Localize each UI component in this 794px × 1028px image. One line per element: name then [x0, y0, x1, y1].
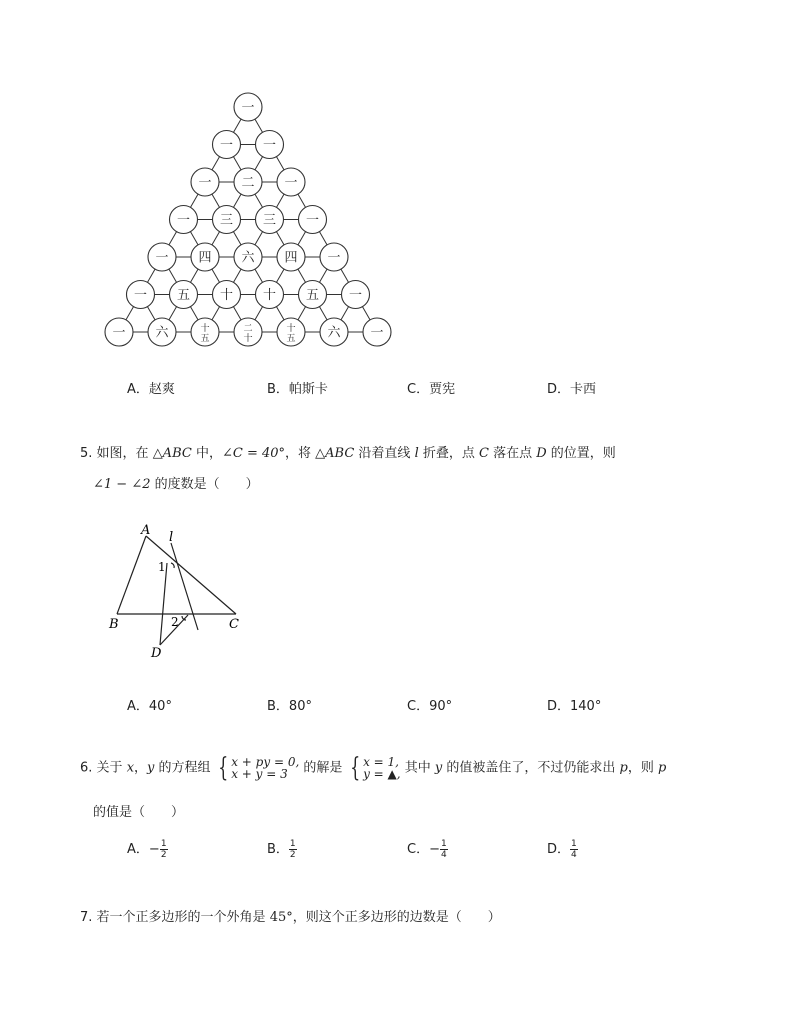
q4-option-a[interactable] — [127, 378, 175, 397]
triangle-node — [127, 281, 155, 309]
q6-option-d-fraction — [570, 839, 578, 860]
q6-line1 — [80, 753, 667, 783]
q6-number: 6. — [80, 760, 93, 776]
q5-math: △ABC — [152, 446, 192, 461]
node-label: 一 — [133, 288, 148, 303]
q4-option-d[interactable] — [547, 378, 596, 397]
triangle-node — [234, 243, 262, 271]
fraction-denominator: 2 — [289, 850, 296, 860]
q4-option-a-letter: A． — [127, 382, 149, 397]
q5-option-a-letter: A． — [127, 699, 149, 714]
label-a: A — [141, 523, 151, 538]
q7-text: 若一个正多边形的一个外角是 — [96, 910, 270, 925]
fraction-numerator: 1 — [440, 839, 447, 849]
node-label: 一 — [219, 138, 234, 153]
node-label: 十 — [262, 288, 277, 303]
node-label: 一 — [198, 175, 212, 191]
q5-option-d-text: 140° — [570, 699, 602, 714]
segment-ab — [117, 536, 146, 614]
q5-math: ∠C = 40° — [221, 446, 286, 461]
q6-sol1: x = 1, — [363, 755, 399, 769]
q5-text: 的度数是（ ） — [150, 477, 259, 492]
q5-option-c-letter: C． — [407, 699, 430, 714]
segment-ac — [146, 536, 236, 614]
node-label: 一 — [348, 288, 363, 303]
triangle-node — [191, 243, 219, 271]
node-label-top: 十 — [200, 324, 210, 334]
q4-option-a-text: 赵爽 — [148, 382, 175, 397]
node-label: 一 — [327, 250, 341, 266]
node-label: 一 — [155, 250, 169, 266]
q6-eq2: x + y = 3 — [231, 767, 288, 781]
node-label: 五 — [176, 288, 191, 303]
triangle-node — [320, 318, 348, 346]
node-label: 一 — [241, 100, 255, 116]
q5-option-a[interactable] — [127, 695, 172, 714]
q5-line2 — [93, 473, 259, 492]
triangle-node — [148, 318, 176, 346]
q6-text: 关于 — [96, 760, 127, 776]
q6-option-b[interactable] — [267, 838, 297, 860]
q4-option-b-text: 帕斯卡 — [288, 382, 328, 397]
triangle-node — [363, 318, 391, 346]
q6-option-c-sign: − — [429, 842, 440, 857]
q6-math: x — [126, 760, 135, 776]
triangle-node — [213, 281, 241, 309]
triangle-node — [342, 281, 370, 309]
fraction-denominator: 2 — [160, 850, 167, 860]
node-label-top: 十 — [286, 324, 296, 334]
triangle-node — [299, 281, 327, 309]
q6-text: 的方程组 — [154, 760, 215, 776]
node-label-bottom: 五 — [200, 334, 210, 344]
left-brace-icon: { — [217, 753, 228, 783]
triangle-node — [170, 281, 198, 309]
fraction-numerator: 1 — [571, 839, 577, 849]
q6-option-c-letter: C． — [407, 842, 430, 857]
node-label: 十 — [219, 288, 234, 303]
q4-option-c-text: 贾宪 — [429, 382, 456, 397]
triangle-node — [213, 131, 241, 159]
q5-math: C — [479, 446, 489, 461]
q6-math: y — [434, 760, 443, 776]
triangle-node — [148, 243, 176, 271]
q4-option-d-letter: D． — [547, 382, 571, 397]
triangle-node — [170, 206, 198, 234]
q5-line1 — [80, 442, 616, 461]
q5-fold-figure — [100, 515, 260, 665]
label-b: B — [109, 617, 119, 632]
q5-math: △ABC — [315, 446, 355, 461]
q5-option-c[interactable] — [407, 695, 452, 714]
triangle-node — [277, 168, 305, 196]
q6-option-c-fraction — [440, 839, 448, 860]
q5-text: ，将 — [285, 446, 316, 461]
q5-text: 沿着直线 — [354, 446, 415, 461]
q6-line2 — [93, 801, 184, 820]
q5-option-d[interactable] — [547, 695, 601, 714]
q6-option-b-letter: B． — [267, 842, 289, 857]
node-label: 四 — [198, 250, 212, 266]
q6-option-b-fraction — [289, 839, 297, 860]
triangle-node — [256, 281, 284, 309]
q7-text: ，则这个正多边形的边数是（ ） — [292, 910, 501, 925]
q5-text: 中， — [191, 446, 222, 461]
q5-option-c-text: 90° — [429, 699, 453, 714]
pascal-triangle-figure — [95, 85, 405, 355]
fraction-numerator: 1 — [289, 839, 296, 849]
label-d: D — [151, 646, 162, 661]
q4-option-d-text: 卡西 — [570, 382, 597, 397]
q6-solution-system — [363, 756, 401, 780]
q5-math: D — [536, 446, 547, 461]
triangle-node — [105, 318, 133, 346]
q5-text: 的位置，则 — [546, 446, 616, 461]
label-l: l — [169, 530, 174, 545]
node-label: 一 — [112, 325, 126, 341]
fraction-denominator: 4 — [440, 850, 447, 860]
q5-option-a-text: 40° — [148, 699, 172, 714]
triangle-node — [234, 168, 262, 196]
q5-text: 如图，在 — [96, 446, 153, 461]
q5-option-b[interactable] — [267, 695, 312, 714]
node-label: 三 — [219, 213, 234, 228]
q6-option-a-fraction — [160, 839, 168, 860]
left-brace-icon: { — [349, 753, 360, 783]
triangle-node — [299, 206, 327, 234]
q6-option-a[interactable] — [127, 838, 168, 860]
q7-line1 — [80, 906, 501, 925]
q5-text: 折叠，点 — [418, 446, 479, 461]
q6-option-d-letter: D． — [547, 842, 571, 857]
q6-text: 的解是 — [299, 760, 347, 776]
q6-math: y — [147, 760, 155, 776]
q5-option-d-letter: D． — [547, 699, 571, 714]
angle-1-arc — [171, 563, 174, 568]
q6-sol2: y = ▲, — [363, 767, 401, 781]
q4-option-b-letter: B． — [267, 382, 289, 397]
node-label: 一 — [370, 325, 384, 341]
q6-option-d[interactable] — [547, 838, 578, 860]
q7-number: 7. — [80, 910, 93, 925]
triangle-node — [213, 206, 241, 234]
q6-text: 的值是（ ） — [93, 805, 185, 820]
triangle-node — [320, 243, 348, 271]
q5-text: 落在点 — [488, 446, 537, 461]
triangle-node — [191, 318, 219, 346]
node-label: 一 — [176, 213, 191, 228]
fraction-numerator: 1 — [160, 839, 167, 849]
triangle-node — [256, 206, 284, 234]
q4-option-c[interactable] — [407, 378, 455, 397]
q6-text: 的值被盖住了，不过仍能求出 — [442, 760, 620, 776]
q6-option-a-sign: − — [148, 842, 160, 857]
q6-text: ，则 — [627, 760, 658, 776]
triangle-node — [277, 318, 305, 346]
q4-option-c-letter: C． — [407, 382, 430, 397]
triangle-node — [256, 131, 284, 159]
node-label: 一 — [284, 175, 298, 191]
q6-math: p — [657, 760, 667, 776]
triangle-node — [277, 243, 305, 271]
q6-text: ， — [134, 760, 148, 776]
node-label-bottom: 五 — [286, 334, 296, 344]
label-c: C — [229, 617, 239, 632]
node-label-bottom: 十 — [243, 334, 253, 344]
node-label: 六 — [327, 325, 341, 341]
q5-option-b-letter: B． — [267, 699, 289, 714]
q6-math: p — [619, 760, 628, 776]
node-label: 六 — [155, 325, 169, 341]
node-label: 一 — [262, 138, 277, 153]
q5-math: l — [414, 446, 419, 461]
q6-eq1: x + py = 0, — [231, 755, 300, 769]
fraction-denominator: 4 — [571, 850, 577, 860]
triangle-node — [234, 318, 262, 346]
q5-math: ∠1 − ∠2 — [93, 477, 151, 492]
q6-option-a-letter: A． — [127, 842, 149, 857]
q6-text: 其中 — [400, 760, 435, 776]
label-1: 1 — [158, 560, 166, 574]
q5-number: 5. — [80, 446, 93, 461]
q6-option-c[interactable] — [407, 838, 448, 860]
node-label-top: 二 — [243, 324, 253, 334]
q7-math: 45° — [269, 910, 293, 925]
triangle-connector-lines — [119, 107, 377, 332]
label-2: 2 — [171, 615, 179, 629]
node-label: 五 — [305, 288, 320, 303]
q5-option-b-text: 80° — [288, 699, 312, 714]
node-label: 六 — [241, 250, 255, 266]
q6-equation-system — [231, 756, 299, 780]
node-label: 四 — [284, 250, 298, 266]
q4-option-b[interactable] — [267, 378, 328, 397]
node-label: 二 — [241, 175, 255, 191]
triangle-node — [191, 168, 219, 196]
node-label: 一 — [305, 213, 320, 228]
triangle-node — [234, 93, 262, 121]
segment-ed — [160, 563, 167, 645]
node-label: 三 — [262, 213, 277, 228]
